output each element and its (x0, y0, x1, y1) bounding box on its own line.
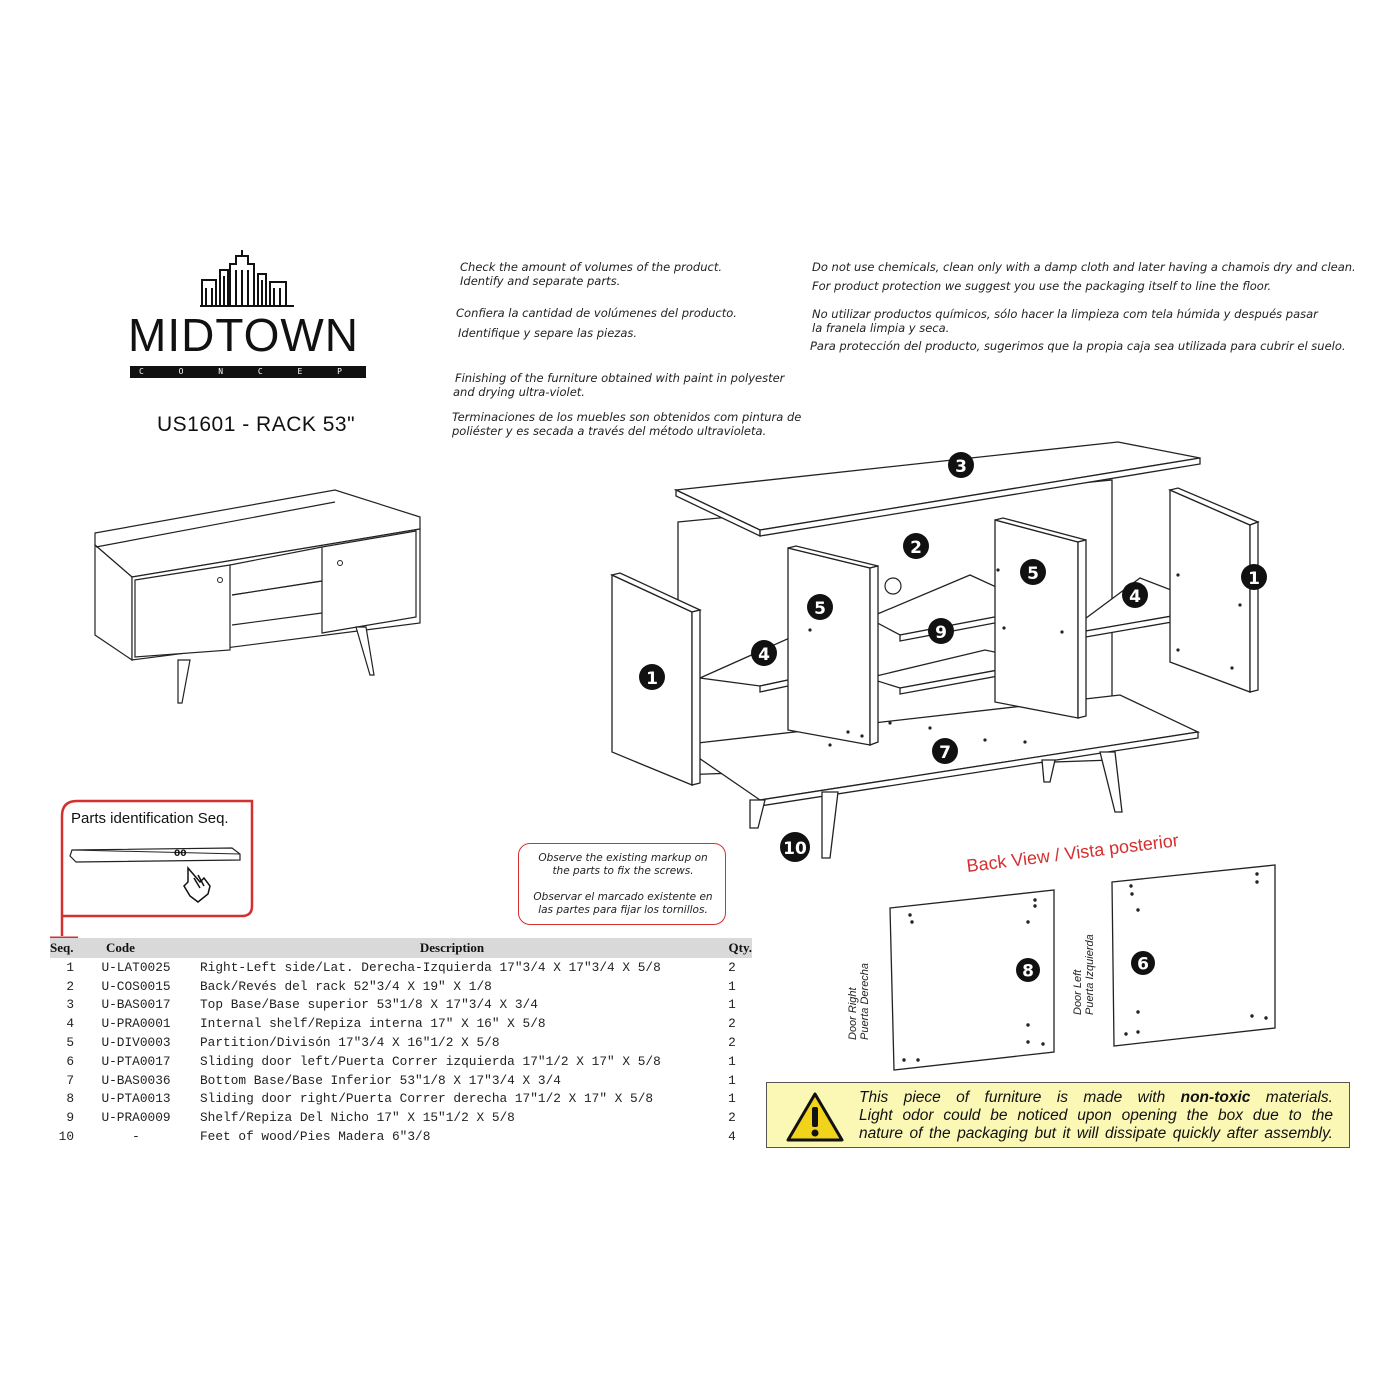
warning-line-1a: This piece of furniture is made with (859, 1089, 1181, 1106)
row-seq: 7 (66, 1072, 74, 1088)
note-check-es-1: Confiera la cantidad de volúmenes del producto. (456, 306, 737, 320)
row-code: U-PTA0013 (101, 1091, 171, 1107)
warning-line-2: Light odor could be noticed upon opening the box due to the (859, 1107, 1333, 1124)
part-foot (750, 800, 765, 828)
screw-markup-es: Observar el marcado existente en las partes para fijar los tornillos. (533, 891, 713, 916)
part-foot (822, 792, 838, 858)
exploded-diagram (600, 440, 1280, 870)
row-code: U-COS0015 (101, 978, 171, 994)
back-view-title: Back View / Vista posterior (965, 830, 1180, 877)
row-seq: 5 (66, 1035, 74, 1051)
screw-markup-note (518, 843, 726, 925)
note-finish-es-1: Terminaciones de los muebles son obtenidos com pintura de (452, 410, 802, 424)
header-code: Code (80, 938, 192, 958)
diagram-label-2: 2 (910, 538, 922, 558)
note-check-en-1: Check the amount of volumes of the product. (460, 260, 722, 274)
diagram-label-9: 9 (935, 623, 947, 643)
note-care-es-1: No utilizar productos químicos, sólo hacer la limpieza com tela húmida y después pasar (812, 307, 1318, 321)
door-left-es: Puerta Izquierda (1084, 934, 1096, 1015)
diagram-label-7: 7 (939, 743, 951, 763)
row-description: Shelf/Repiza Del Nicho 17" X 15"1/2 X 5/8 (200, 1110, 515, 1126)
table-row (50, 1127, 752, 1146)
note-care-en-1: Do not use chemicals, clean only with a damp cloth and later having a chamois dry and clean. (812, 260, 1356, 274)
row-seq: 10 (58, 1129, 74, 1145)
warning-icon (785, 1091, 845, 1143)
warning-text (859, 1089, 1333, 1143)
diagram-label-8: 8 (1022, 961, 1034, 982)
row-seq: 4 (66, 1016, 74, 1032)
part-partition (995, 520, 1078, 718)
brand-name: MIDTOWN (128, 309, 360, 361)
note-finish-en-2: and drying ultra-violet. (453, 385, 585, 399)
row-qty: 1 (728, 1053, 736, 1069)
row-code: U-PRA0009 (101, 1110, 171, 1126)
row-qty: 1 (728, 1091, 736, 1107)
row-qty: 2 (728, 1035, 736, 1051)
row-seq: 3 (66, 997, 74, 1013)
row-description: Right-Left side/Lat. Derecha-Izquierda 17"3/4 X 17"3/4 X 5/8 (200, 959, 661, 975)
row-seq: 2 (66, 978, 74, 994)
part-foot (1042, 760, 1055, 782)
header-description: Description (192, 938, 712, 958)
assembled-rack-illustration (90, 485, 430, 710)
row-seq: 6 (66, 1053, 74, 1069)
screw-markup-en: Observe the existing markup on the parts to fix the screws. (538, 852, 708, 877)
skyline-icon (200, 248, 296, 308)
note-check-en-2: Identify and separate parts. (460, 274, 621, 288)
row-qty: 1 (728, 997, 736, 1013)
row-description: Bottom Base/Base Inferior 53"1/8 X 17"3/4 X 3/4 (200, 1072, 561, 1088)
non-toxic-warning (766, 1082, 1350, 1148)
row-seq: 9 (66, 1110, 74, 1126)
diagram-label-3: 3 (955, 457, 967, 477)
row-qty: 2 (728, 1016, 736, 1032)
warning-line-3: nature of the packaging but it will dissipate quickly after assembly. (859, 1125, 1333, 1142)
row-description: Sliding door right/Puerta Correr derecha 17"1/2 X 17" X 5/8 (200, 1091, 654, 1107)
table-row (50, 1014, 752, 1033)
row-description: Feet of wood/Pies Madera 6"3/8 (200, 1129, 431, 1145)
diagram-label-6: 6 (1137, 954, 1149, 975)
row-description: Top Base/Base superior 53"1/8 X 17"3/4 X 3/4 (200, 997, 538, 1013)
diagram-label-1: 1 (646, 669, 658, 689)
header-qty: Qty. (712, 938, 752, 958)
row-seq: 1 (66, 959, 74, 975)
row-qty: 1 (728, 1072, 736, 1088)
warning-line-1b: materials. (1250, 1089, 1333, 1106)
door-left-label (1072, 905, 1096, 1015)
diagram-label-4: 4 (758, 645, 770, 665)
row-description: Internal shelf/Repiza interna 17" X 16" X 5/8 (200, 1016, 546, 1032)
table-row (50, 1108, 752, 1127)
model-title: US1601 - RACK 53" (157, 413, 356, 436)
note-care-es-3: Para protección del producto, sugerimos que la propia caja sea utilizada para cubrir el suelo. (810, 339, 1346, 353)
note-care-en-2: For product protection we suggest you use the packaging itself to line the floor. (812, 279, 1272, 293)
row-description: Partition/Divisón 17"3/4 X 16"1/2 X 5/8 (200, 1035, 500, 1051)
row-qty: 2 (728, 1110, 736, 1126)
row-qty: 2 (728, 959, 736, 975)
header-seq: Seq. (50, 938, 80, 958)
row-seq: 8 (66, 1091, 74, 1107)
row-code: - (132, 1129, 140, 1145)
door-right-label (847, 930, 871, 1040)
parts-table-header (50, 938, 752, 958)
diagram-label-5: 5 (814, 599, 826, 619)
diagram-label-1: 1 (1248, 569, 1260, 589)
table-row (50, 1052, 752, 1071)
diagram-label-4: 4 (1129, 587, 1141, 607)
pointing-hand-icon (184, 868, 210, 902)
brand-tagline: C O N C E P T (130, 366, 366, 378)
row-qty: 4 (728, 1129, 736, 1145)
door-right-es: Puerta Derecha (859, 962, 871, 1040)
row-code: U-DIV0003 (101, 1035, 171, 1051)
row-code: U-PRA0001 (101, 1016, 171, 1032)
parts-table (50, 938, 752, 1146)
note-check-es-2: Identifique y separe las piezas. (458, 326, 638, 340)
table-row (50, 1033, 752, 1052)
table-row (50, 1071, 752, 1090)
row-code: U-PTA0017 (101, 1053, 171, 1069)
part-partition (788, 548, 870, 745)
row-description: Back/Revés del rack 52"3/4 X 19" X 1/8 (200, 978, 492, 994)
parts-id-marker: 00 (174, 849, 187, 859)
table-row (50, 1090, 752, 1109)
table-row (50, 996, 752, 1015)
warning-bold: non-toxic (1180, 1089, 1251, 1106)
brand-logo (128, 248, 368, 388)
diagram-label-10: 10 (783, 839, 807, 859)
row-code: U-LAT0025 (101, 959, 171, 975)
row-qty: 1 (728, 978, 736, 994)
note-finish-en-1: Finishing of the furniture obtained with paint in polyester (455, 371, 785, 385)
row-code: U-BAS0036 (101, 1072, 171, 1088)
warning-line-1 (859, 1089, 1333, 1107)
door-left-en: Door Left (1072, 969, 1084, 1015)
table-row (50, 958, 752, 977)
note-finish-es-2: poliéster y es secada a través del método ultravioleta. (452, 424, 767, 438)
row-description: Sliding door left/Puerta Correr izquierda 17"1/2 X 17" X 5/8 (200, 1053, 661, 1069)
part-foot (1100, 752, 1122, 812)
note-care-es-2: la franela limpia y seca. (812, 321, 950, 335)
table-row (50, 977, 752, 996)
door-right-en: Door Right (847, 987, 859, 1040)
row-code: U-BAS0017 (101, 997, 171, 1013)
parts-id-label: Parts identification Seq. (71, 810, 229, 827)
diagram-label-5: 5 (1027, 564, 1039, 584)
